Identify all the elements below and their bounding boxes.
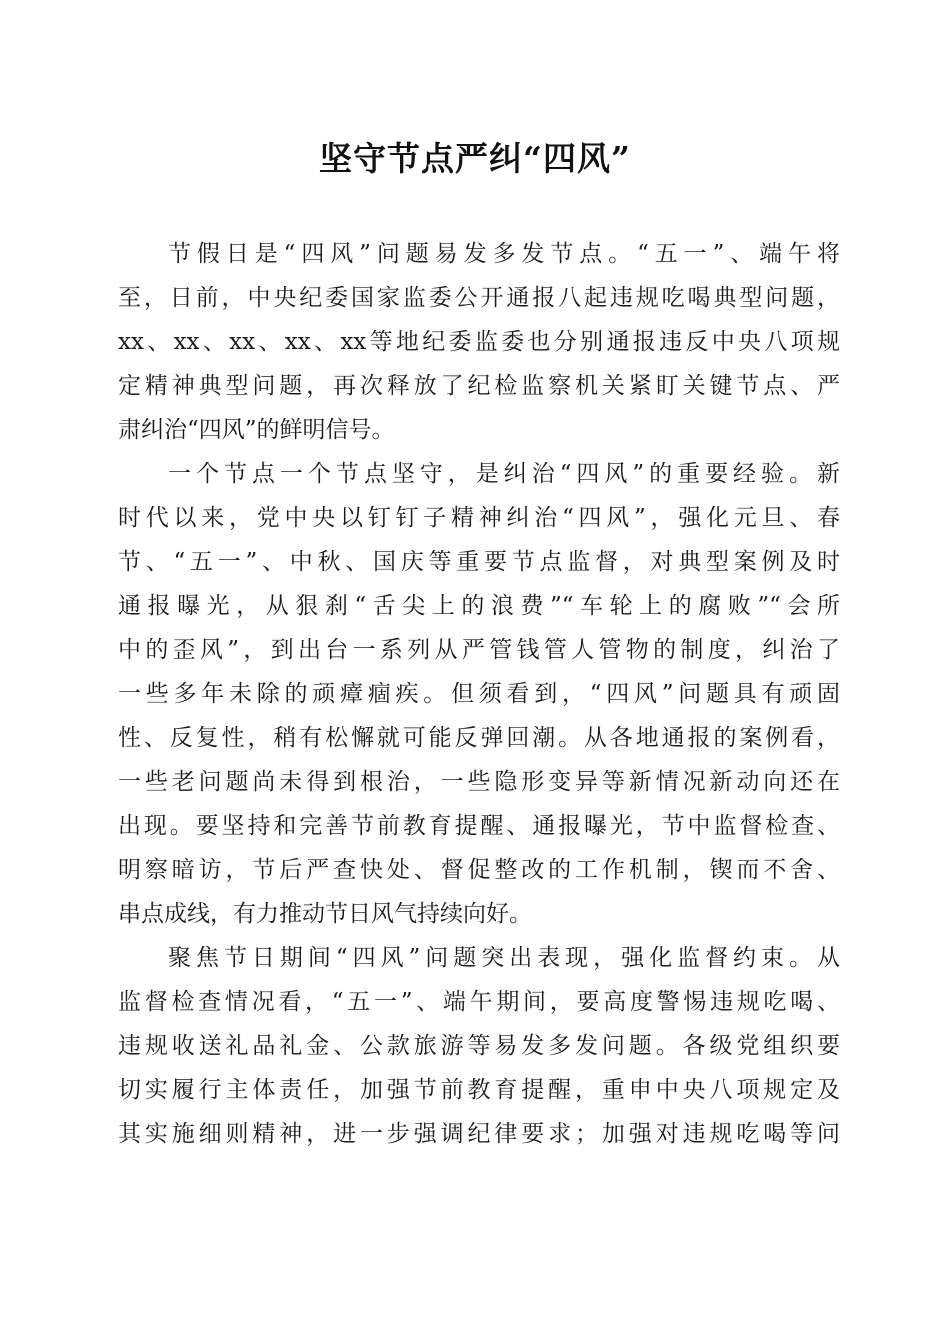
text-line: 明察暗访，节后严查快处、督促整改的工作机制，锲而不舍、 (118, 857, 840, 883)
text-line: 节假日是“四风”问题易发多发节点。“五一”、端午将 (168, 241, 840, 267)
text-line: 串点成线，有力推动节日风气持续向好。 (118, 901, 532, 927)
text-line: 定精神典型问题，再次释放了纪检监察机关紧盯关键节点、严 (118, 373, 840, 399)
document-body (118, 232, 840, 1156)
paragraph-2 (118, 452, 840, 936)
text-line: 一些老问题尚未得到根治，一些隐形变异等新情况新动向还在 (118, 769, 840, 795)
text-line: 聚焦节日期间“四风”问题突出表现，强化监督约束。从 (168, 945, 840, 971)
text-line: 时代以来，党中央以钉钉子精神纠治“四风”，强化元旦、春 (118, 505, 840, 531)
text-line: 一个节点一个节点坚守，是纠治“四风”的重要经验。新 (168, 461, 840, 487)
text-line: 违规收送礼品礼金、公款旅游等易发多发问题。各级党组织要 (118, 1033, 840, 1059)
paragraph-1 (118, 232, 840, 452)
text-line: 至，日前，中央纪委国家监委公开通报八起违规吃喝典型问题， (118, 285, 840, 311)
text-line: 出现。要坚持和完善节前教育提醒、通报曝光，节中监督检查、 (118, 813, 840, 839)
text-line: xx、xx、xx、xx、xx等地纪委监委也分别通报违反中央八项规 (118, 329, 840, 355)
text-line: 一些多年未除的顽瘴痼疾。但须看到，“四风”问题具有顽固 (118, 681, 840, 707)
text-line: 性、反复性，稍有松懈就可能反弹回潮。从各地通报的案例看， (118, 725, 840, 751)
text-line: 节、“五一”、中秋、国庆等重要节点监督，对典型案例及时 (118, 549, 840, 575)
text-line: 切实履行主体责任，加强节前教育提醒，重申中央八项规定及 (118, 1077, 840, 1103)
text-line: 监督检查情况看，“五一”、端午期间，要高度警惕违规吃喝、 (118, 989, 840, 1015)
text-line: 通报曝光，从狠刹“舌尖上的浪费”“车轮上的腐败”“会所 (118, 593, 840, 619)
text-line: 中的歪风”，到出台一系列从严管钱管人管物的制度，纠治了 (118, 637, 840, 663)
text-line: 其实施细则精神，进一步强调纪律要求；加强对违规吃喝等问 (118, 1121, 840, 1147)
document-title: 坚守节点严纠“四风” (319, 139, 631, 178)
text-line: 肃纠治“四风”的鲜明信号。 (118, 417, 395, 443)
paragraph-3 (118, 936, 840, 1156)
